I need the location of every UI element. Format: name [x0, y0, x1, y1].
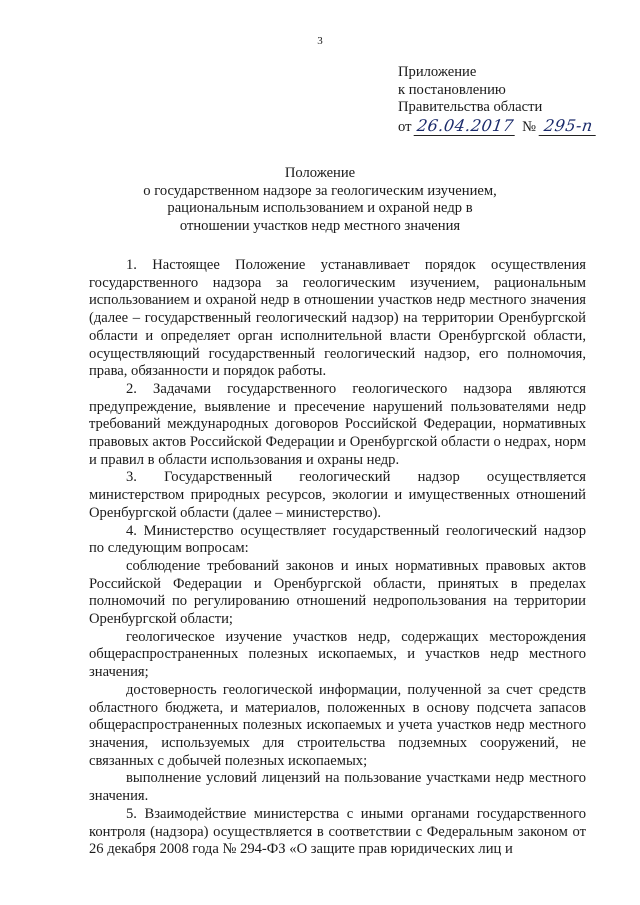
page-number: 3 — [317, 35, 323, 47]
paragraph-3: 3. Государственный геологический надзор осуществляется министерством природных ресурсов, экологии и имущественных отношений Оренбургской области (далее – министерство). — [89, 469, 586, 521]
paragraph-4-item-3: достоверность геологической информации, полученной за счет средств областного бюджета, и материалов, положенных в основу подсчета запасов общераспространенных полезных ископаемых и учета участков недр местного значения, используемых для строительства подземных сооружений, не связанных с добычей полезных ископаемых; — [89, 681, 586, 769]
paragraph-4-item-4: выполнение условий лицензий на пользование участками недр местного значения. — [89, 770, 586, 805]
paragraph-5: 5. Взаимодействие министерства с иными органами государственного контроля (надзора) осуществляется в соответствии с Федеральным законом от 26 декабря 2008 года № 294-ФЗ «О защите прав юридических лиц и — [89, 805, 586, 858]
appendix-line-2: к постановлению — [398, 81, 506, 98]
handwritten-date: 26.04.2017 — [414, 117, 517, 136]
paragraph-4-item-1: соблюдение требований законов и иных нормативных правовых актов Российской Федерации и Оренбургской области, принятых в пределах полномочий по регулированию отношений недропользования на территории Оренбургской области; — [89, 557, 586, 628]
handwritten-number: 295-п — [539, 117, 598, 136]
number-label: № — [522, 118, 537, 135]
title-line-1: Положение — [284, 165, 356, 181]
appendix-header — [398, 64, 597, 136]
appendix-line-1: Приложение — [398, 64, 477, 80]
appendix-line-3: Правительства области — [398, 99, 543, 115]
title-line-2: о государственном надзоре за геологическим изучением, — [143, 182, 497, 199]
paragraph-4: 4. Министерство осуществляет государственный геологический надзор по следующим вопросам: — [89, 522, 586, 557]
appendix-date-number-line — [398, 117, 597, 137]
title-line-3: рациональным использованием и охраной недр в — [167, 200, 473, 217]
paragraph-4-item-2: геологическое изучение участков недр, содержащих месторождения общераспространенных полезных ископаемых, и участков недр местного значения; — [89, 628, 586, 681]
paragraph-2: 2. Задачами государственного геологического надзора являются предупреждение, выявление и пресечение нарушений пользователями недр требований международных договоров Российской Федерации, нормативных правовых актов Российской Федерации и Оренбургской области о недрах, норм и правил в области использования и охраны недр. — [89, 380, 586, 468]
document-body — [89, 257, 586, 859]
title-line-4: отношении участков недр местного значения — [179, 218, 461, 235]
document-title — [0, 165, 640, 236]
from-label: от — [398, 118, 412, 135]
paragraph-1: 1. Настоящее Положение устанавливает порядок осуществления государственного надзора за геологическим изучением, рациональным использованием и охраной недр в отношении участков недр местного значения (далее – государственный геологический надзор) на территории Оренбургской области и определяет орган исполнительной власти Оренбургской области, осуществляющий государственный геологический надзор, его полномочия, права, обязанности и порядок работы. — [89, 257, 586, 380]
